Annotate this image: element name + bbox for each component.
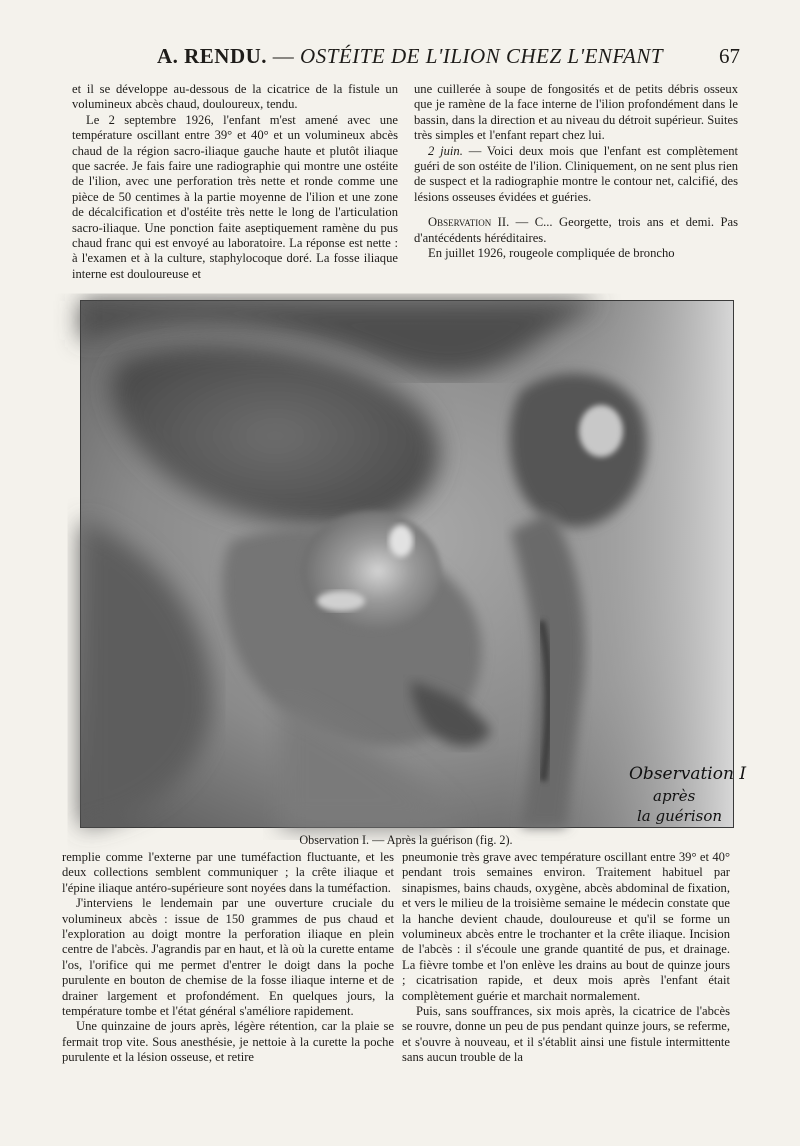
- running-header: [60, 44, 740, 74]
- column-top-left: [72, 82, 398, 282]
- paragraph: Le 2 septembre 1926, l'enfant m'est amené avec une température oscillant entre 39° et 40° et un volumineux abcès chaud de la région sacro-iliaque gauche haute et plutôt iliaque que sacrée. Je fais faire une radiographie qui montre une ostéite de l'ilion, avec une perforation très nette et ronde comme une pièce de 50 centimes à la partie moyenne de l'ilion et une zone de décalcification et d'ostéite très nette le long de l'articulation sacro-iliaque. Une ponction faite aseptiquement ramène du pus chaud franc qui est envoyé au laboratoire. La réponse est nette : à l'examen et à la culture, staphylocoque doré. La fosse iliaque interne est douloureuse et: [72, 112, 398, 281]
- paragraph: remplie comme l'externe par une tuméfaction fluctuante, et les deux collections semblent communiquer ; la crête iliaque et l'épine iliaque antéro-supérieure sont noyées dans la tuméfaction.: [62, 850, 394, 895]
- observation-label: Observation II.: [428, 215, 510, 230]
- header-subject: OSTÉITE DE L'ILION CHEZ L'ENFANT: [300, 44, 664, 68]
- observation-text: — C... Georgette, trois ans et demi. Pas d'antécédents héréditaires.: [414, 215, 738, 245]
- paragraph-text: — Voici deux mois que l'enfant est complètement guéri de son ostéite de l'ilion. Cliniquement, on ne sent plus rien de suspect et la radiographie montre le contour net, calcifié, des lésions osseuses évidées et guéries.: [414, 143, 738, 204]
- radiograph-figure: [80, 300, 747, 828]
- paragraph: une cuillerée à soupe de fongosités et de petits débris osseux que je ramène de la face interne de l'ilion profondément dans le bassin, dans la direction et au niveau du détroit supérieur. Suites très simples et l'enfant repart chez lui.: [414, 82, 738, 143]
- paragraph: Puis, sans souffrances, six mois après, la cicatrice de l'abcès se rouvre, donne un peu de pus pendant quinze jours, se referme, et s'ouvre à nouveau, et il s'établit ainsi une fistule intermittente sans aucun trouble de la: [402, 1004, 730, 1065]
- column-bottom-left: [62, 850, 394, 1066]
- paragraph: [414, 144, 738, 206]
- figure-caption: Observation I. — Après la guérison (fig. 2).: [299, 833, 513, 847]
- paragraph: et il se développe au-dessous de la cicatrice de la fistule un volumineux abcès chaud, douloureux, tendu.: [72, 82, 398, 112]
- paragraph: J'interviens le lendemain par une ouverture cruciale du volumineux abcès : issue de 150 grammes de pus chaud et l'exploration au doigt montre la perforation iliaque en plein centre de l'abcès. J'agrandis par en haut, et là où la curette entame l'os, l'orifice qui me permet d'entrer le doigt dans la poche purulente en bouton de chemise de la fosse iliaque interne et de drainer largement et profondément. En quelques jours, la température tombe et l'état général s'améliore rapidement.: [62, 896, 394, 1019]
- header-dash: —: [267, 44, 301, 68]
- running-title: [140, 44, 680, 69]
- header-author: A. RENDU.: [156, 44, 268, 68]
- paragraph: Une quinzaine de jours après, légère rétention, car la plaie se fermait trop vite. Sous anesthésie, je nettoie à la curette la poche purulente et la lésion osseuse, et retire: [62, 1019, 394, 1065]
- observation-heading: [414, 215, 738, 246]
- radiograph-image: [81, 301, 747, 827]
- handwriting-line: Observation I: [629, 764, 747, 784]
- paragraph: pneumonie très grave avec température oscillant entre 39° et 40° pendant trois semaines environ. Traitement habituel par sinapismes, bains chauds, oxygène, abcès abdominal de fixation, et vers le milieu de la troisième semaine le médecin constate que la hanche devient chaude, douloureuse et qu'il se forme un volumineux abcès entre le trochanter et la crête iliaque. Incision de l'abcès : il s'écoule une grande quantité de pus, et drainage. La fièvre tombe et l'on enlève les drains au bout de quinze jours ; cicatrisation rapide, et deux mois après l'enfant était complètement guérie et marchait normalement.: [402, 850, 730, 1003]
- column-top-right: [414, 82, 738, 261]
- handwriting-line: après: [653, 787, 696, 805]
- page-number: 67: [719, 44, 740, 68]
- column-bottom-right: [402, 850, 730, 1066]
- paragraph: En juillet 1926, rougeole compliquée de broncho: [428, 246, 675, 261]
- handwriting-line: la guérison: [637, 807, 723, 825]
- date-label: 2 juin.: [428, 143, 463, 158]
